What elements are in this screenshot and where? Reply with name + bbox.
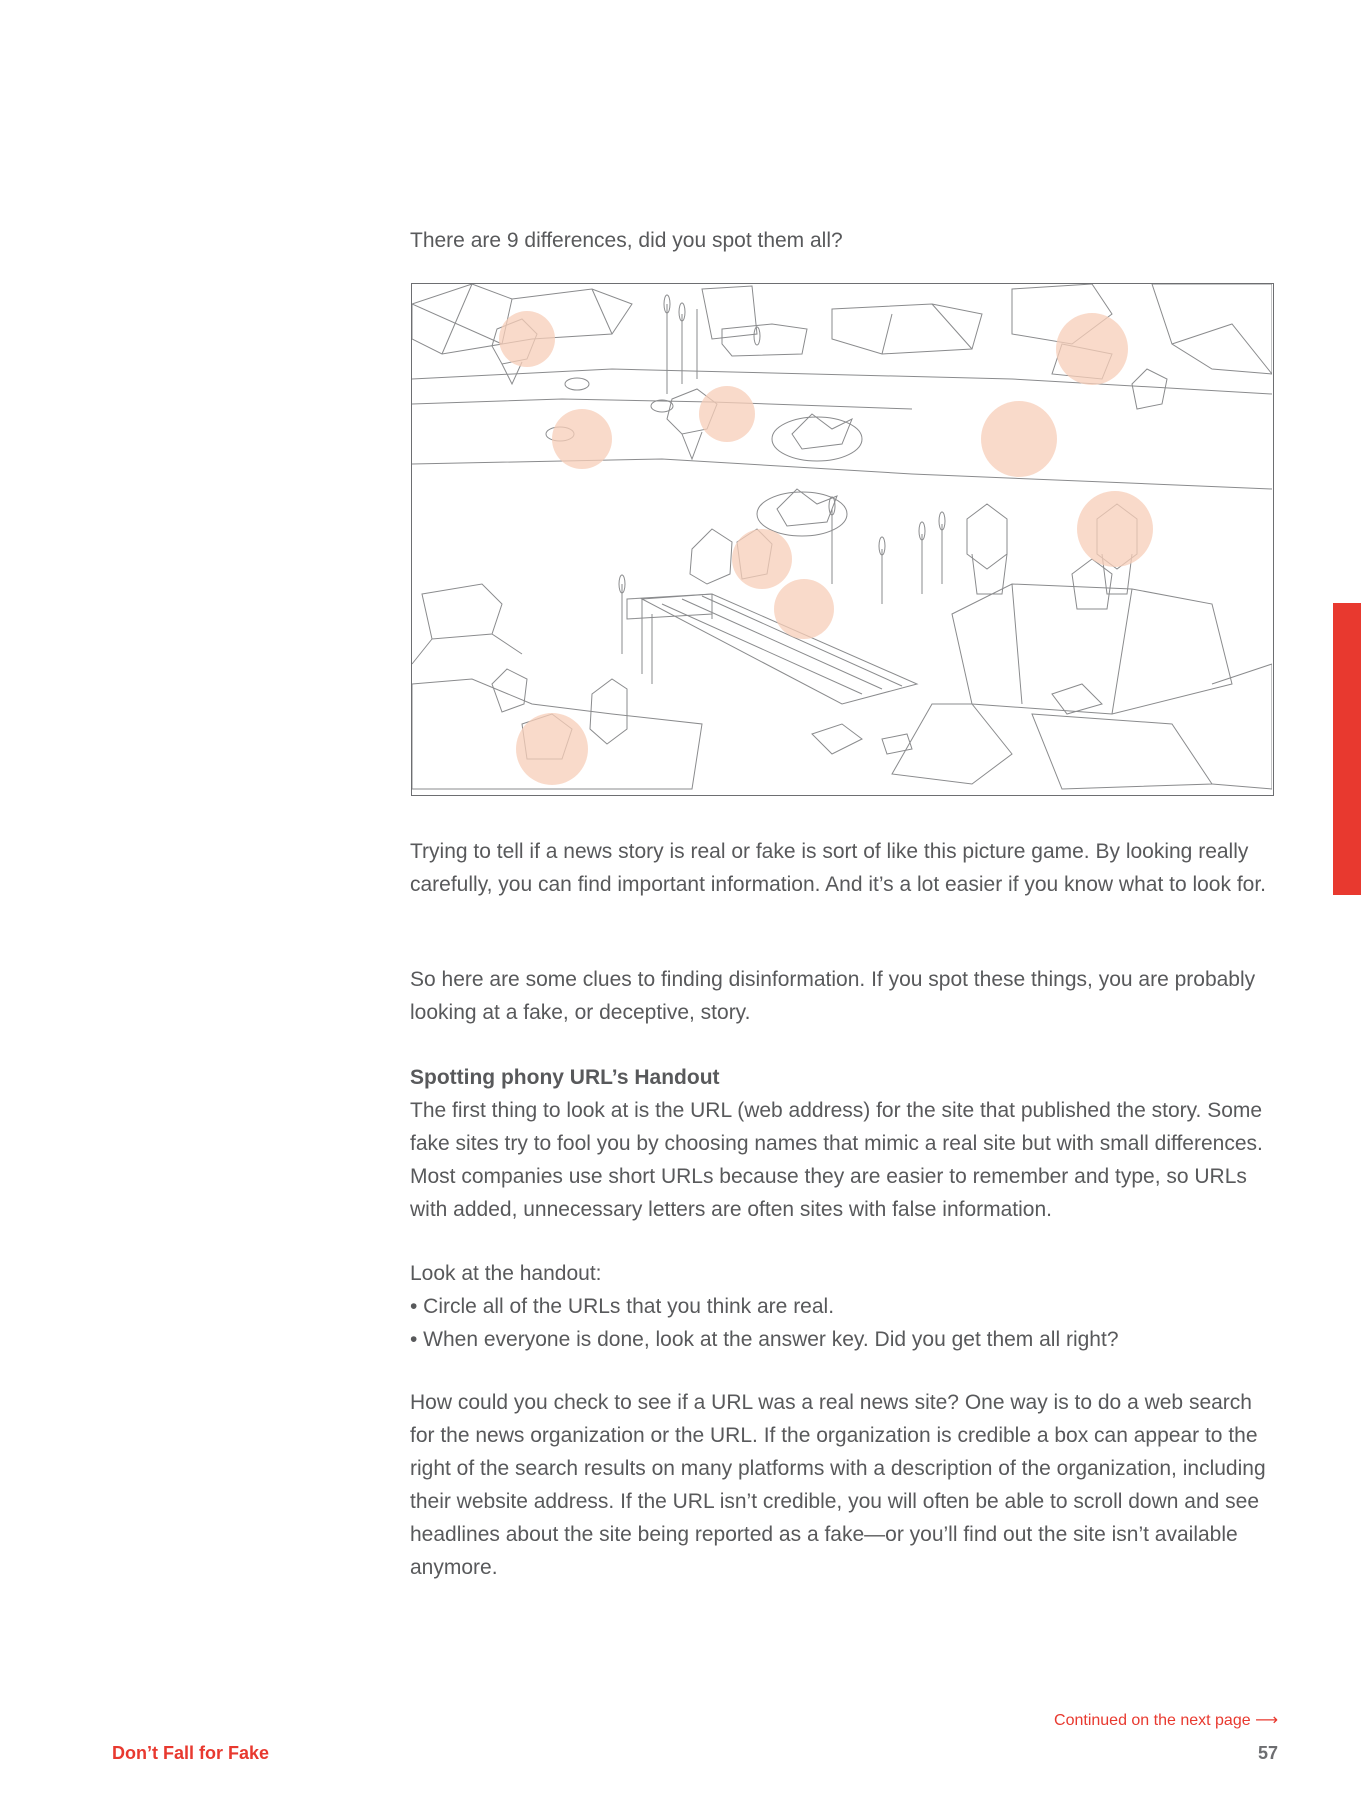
handout-bullet: • When everyone is done, look at the answer key. Did you get them all right?	[410, 1328, 1119, 1351]
intro-text: There are 9 differences, did you spot them all?	[410, 229, 843, 252]
difference-marker	[516, 713, 588, 785]
difference-marker	[774, 579, 834, 639]
handout-bullet: • Circle all of the URLs that you think are real.	[410, 1295, 835, 1318]
spot-the-difference-figure	[411, 283, 1274, 796]
section-heading: Spotting phony URL’s Handout	[410, 1066, 720, 1089]
footer-title: Don’t Fall for Fake	[112, 1743, 270, 1763]
line-art-illustration	[412, 284, 1272, 794]
difference-marker	[499, 311, 555, 367]
section-body: The first thing to look at is the URL (web address) for the site that published the story. Some fake sites try to fool you by choosing names that mimic a real site but with small differences. Most companies use short URLs because they are easier to remember and type, so URLs with added, unnecessary letters are often sites with false information.	[410, 1099, 1263, 1221]
difference-marker	[1056, 313, 1128, 385]
difference-marker	[732, 529, 792, 589]
difference-marker	[1077, 491, 1153, 567]
difference-marker	[699, 386, 755, 442]
paragraph-check-url: How could you check to see if a URL was a real news site? One way is to do a web search for the news organization or the URL. If the organization is credible a box can appear to the right of the search results on many platforms with a description of the organization, including their website address. If the URL isn’t credible, you will often be able to scroll down and see headlines about the site being reported as a fake—or you’ll find out the site isn’t available anymore.	[410, 1391, 1266, 1579]
continued-note: Continued on the next page ⟶	[1054, 1712, 1278, 1729]
paragraph-clues: So here are some clues to finding disinformation. If you spot these things, you are probably looking at a fake, or deceptive, story.	[410, 968, 1256, 1024]
handout-lead: Look at the handout:	[410, 1262, 602, 1285]
section-tab-marker	[1333, 603, 1361, 895]
difference-marker	[552, 409, 612, 469]
difference-markers	[499, 311, 1153, 785]
page-number: 57	[1257, 1743, 1278, 1763]
paragraph-picture-game: Trying to tell if a news story is real or fake is sort of like this picture game. By looking really carefully, you can find important information. And it’s a lot easier if you know what to look for.	[410, 840, 1266, 896]
difference-marker	[981, 401, 1057, 477]
handout-instructions	[410, 1257, 1278, 1356]
section-phony-urls	[410, 1061, 1278, 1226]
